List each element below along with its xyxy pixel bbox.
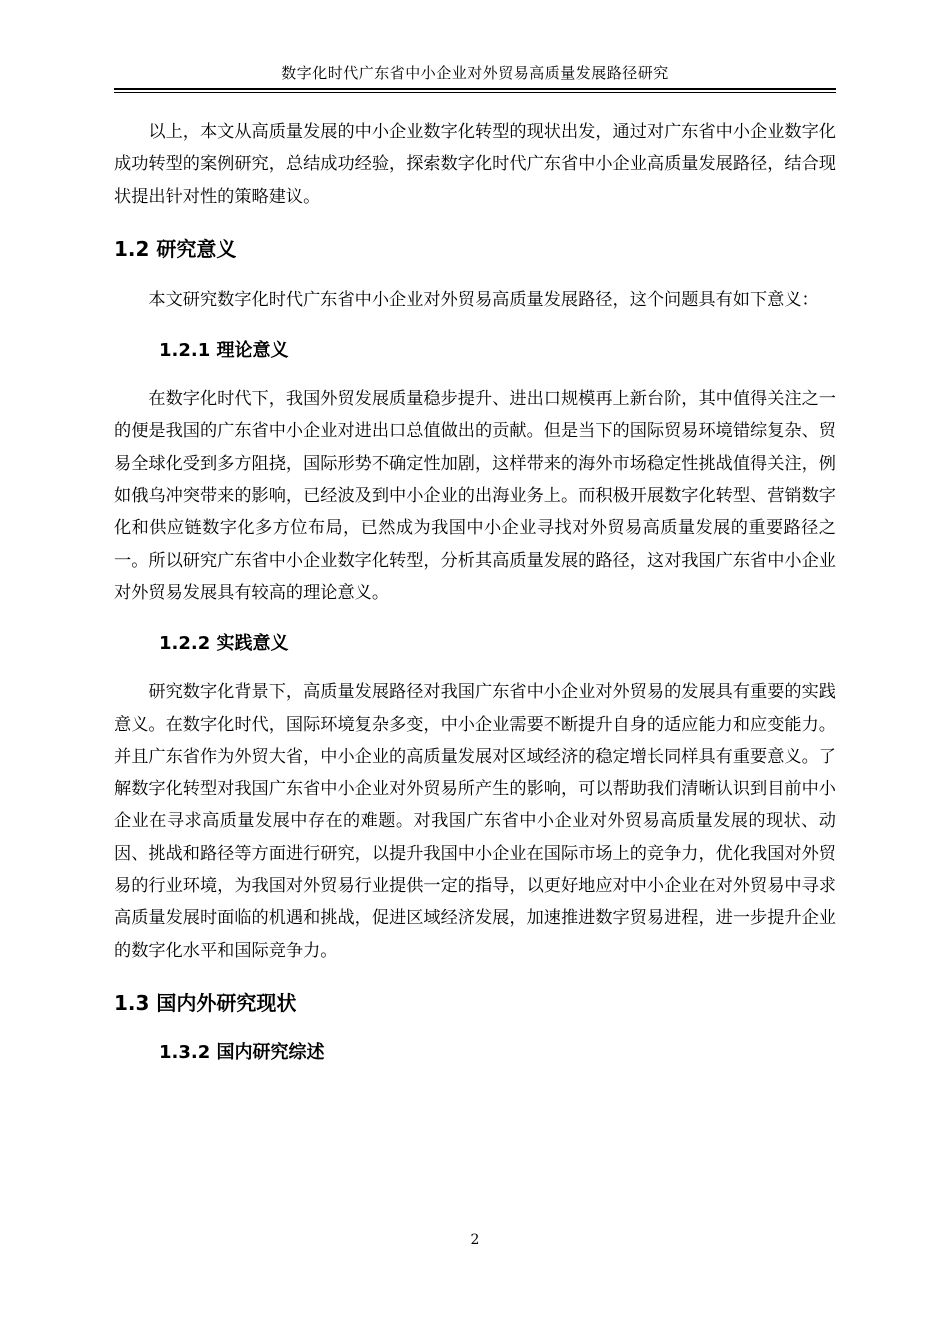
paragraph-significance: 本文研究数字化时代广东省中小企业对外贸易高质量发展路径，这个问题具有如下意义： <box>148 289 819 310</box>
paragraph-intro: 以上，本文从高质量发展的中小企业数字化转型的现状出发，通过对广东省中小企业数字化成功转型的案例研究，总结成功经验，探索数字化时代广东省中小企业高质量发展路径，结合现状提出针对性的策略建议。 <box>114 122 836 207</box>
heading-1-2-1: 1.2.1 理论意义 <box>159 340 289 362</box>
page-number: 2 <box>470 1232 480 1248</box>
heading-1-2: 1.2 研究意义 <box>114 236 237 261</box>
document-body <box>114 116 836 1068</box>
heading-1-3-2: 1.3.2 国内研究综述 <box>159 1041 325 1063</box>
running-header: 数字化时代广东省中小企业对外贸易高质量发展路径研究 <box>281 64 669 82</box>
paragraph-practice: 研究数字化背景下，高质量发展路径对我国广东省中小企业对外贸易的发展具有重要的实践意义。在数字化时代，国际环境复杂多变，中小企业需要不断提升自身的适应能力和应变能力。并且广东省作为外贸大省，中小企业的高质量发展对区域经济的稳定增长同样具有重要意义。了解数字化转型对我国广东省中小企业对外贸易所产生的影响，可以帮助我们清晰认识到目前中小企业在寻求高质量发展中存在的难题。对我国广东省中小企业对外贸易高质量发展的现状、动因、挑战和路径等方面进行研究，以提升我国中小企业在国际市场上的竞争力，优化我国对外贸易的行业环境，为我国对外贸易行业提供一定的指导，以更好地应对中小企业在对外贸易中寻求高质量发展时面临的机遇和挑战，促进区域经济发展，加速推进数字贸易进程，进一步提升企业的数字化水平和国际竞争力。 <box>114 682 836 961</box>
paragraph-theory: 在数字化时代下，我国外贸发展质量稳步提升、进出口规模再上新台阶，其中值得关注之一的便是我国的广东省中小企业对进出口总值做出的贡献。但是当下的国际贸易环境错综复杂、贸易全球化受到多方阻挠，国际形势不确定性加剧，这样带来的海外市场稳定性挑战值得关注，例如俄乌冲突带来的影响，已经波及到中小企业的出海业务上。而积极开展数字化转型、营销数字化和供应链数字化多方位布局，已然成为我国中小企业寻找对外贸易高质量发展的重要路径之一。所以研究广东省中小企业数字化转型，分析其高质量发展的路径，这对我国广东省中小企业对外贸易发展具有较高的理论意义。 <box>114 389 836 603</box>
heading-1-3: 1.3 国内外研究现状 <box>114 990 297 1015</box>
heading-1-2-2: 1.2.2 实践意义 <box>159 633 289 655</box>
header-rule-thick <box>114 88 836 90</box>
header-rule-thin <box>114 92 836 93</box>
